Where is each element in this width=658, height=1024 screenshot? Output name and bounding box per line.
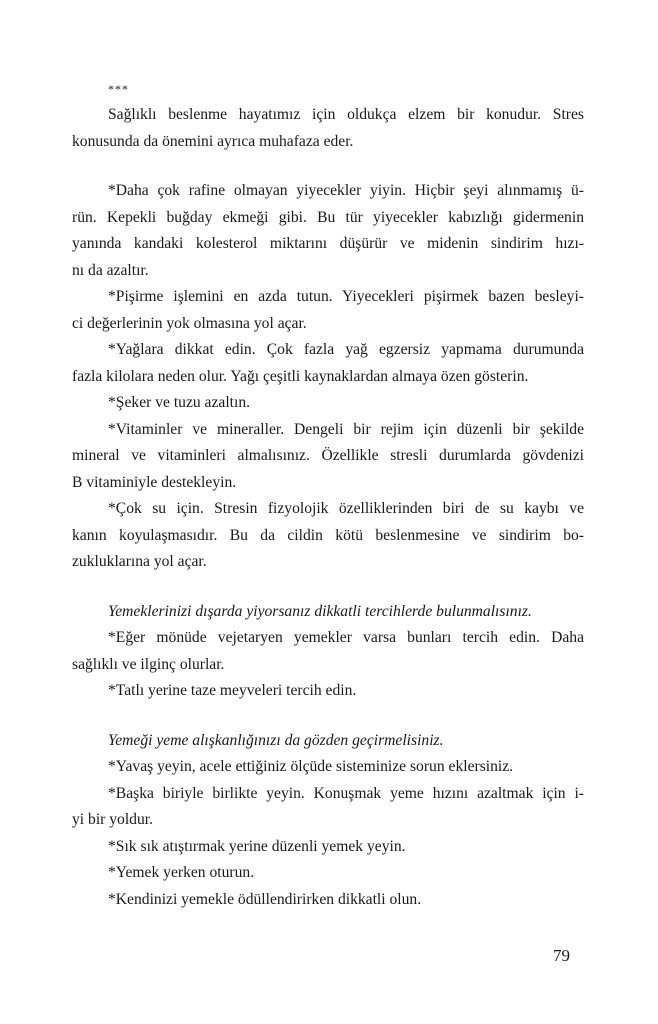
text-line: *Çok su için. Stresin fizyolojik özelliklerinden biri de su kaybı ve	[108, 500, 584, 517]
text-line: *Başka biriyle birlikte yeyin. Konuşmak yeme hızını azaltmak için i-	[108, 784, 584, 802]
text-line: *Pişirme işlemini en azda tutun. Yiyecekleri pişirmek bazen besleyi-	[108, 288, 584, 305]
text-line: kanın koyulaşmasıdır. Bu da cildin kötü beslenmesine ve sindirim bo-	[72, 526, 584, 544]
page-number: 79	[553, 946, 570, 965]
text-line: *Daha çok rafine olmayan yiyecekler yiyin. Hiçbir şeyi alınmamış ü-	[108, 182, 584, 199]
tip-water	[72, 496, 584, 576]
text-line: *Kendinizi yemekle ödüllendirirken dikkatli olun.	[108, 890, 422, 908]
text-line: *Yemek yerken oturun.	[108, 864, 255, 881]
tip-vitamins	[72, 417, 584, 497]
text-line: *Yağlara dikkat edin. Çok fazla yağ egzersiz yapmama durumunda	[108, 341, 584, 358]
text-line: *Vitaminler ve mineraller. Dengeli bir rejim için düzenli bir şekilde	[108, 420, 584, 438]
text-line: *Sık sık atıştırmak yerine düzenli yemek yeyin.	[108, 837, 406, 855]
paragraph-gap	[72, 705, 584, 728]
tip-fats	[72, 337, 584, 390]
intro-paragraph	[72, 102, 584, 155]
text-line: sağlıklı ve ilginç olurlar.	[72, 655, 225, 673]
text-line: konusunda da önemini ayrıca muhafaza eder.	[72, 132, 354, 150]
text-line: B vitaminiyle destekleyin.	[72, 473, 237, 491]
tip-sugar-salt	[72, 390, 584, 417]
paragraph-gap	[72, 155, 584, 178]
text-line: fazla kilolara neden olur. Yağı çeşitli kaynaklardan almaya özen gösterin.	[72, 367, 529, 385]
tip-unrefined-foods	[72, 178, 584, 284]
section-eating-out	[72, 599, 584, 705]
text-line: nı da azaltır.	[72, 261, 149, 279]
paragraph-gap	[72, 576, 584, 599]
tip-cooking	[72, 284, 584, 337]
section-eating-habits	[72, 728, 584, 914]
text-line: mineral ve vitaminleri almalısınız. Özellikle stresli durumlarda gövdenizi	[72, 447, 584, 464]
text-line: zukluklarına yol açar.	[72, 553, 207, 570]
text-line: *Yavaş yeyin, acele ettiğiniz ölçüde sisteminize sorun eklersiniz.	[108, 758, 514, 775]
section-heading: Yemeği yeme alışkanlığınızı da gözden geçirmelisiniz.	[108, 731, 444, 749]
page-body	[72, 80, 584, 913]
text-line: *Şeker ve tuzu azaltın.	[108, 394, 251, 411]
text-line: yi bir yoldur.	[72, 811, 153, 828]
text-line: *Tatlı yerine taze meyveleri tercih edin.	[108, 682, 357, 699]
text-line: Sağlıklı beslenme hayatımız için oldukça elzem bir konudur. Stres	[108, 106, 584, 123]
text-line: *Eğer mönüde vejetaryen yemekler varsa bunları tercih edin. Daha	[108, 629, 584, 646]
text-line: rün. Kepekli buğday ekmeği gibi. Bu tür yiyecekler kabızlığı gidermenin	[72, 208, 584, 226]
section-heading: Yemeklerinizi dışarda yiyorsanız dikkatli tercihlerde bulunmalısınız.	[108, 602, 532, 620]
section-separator: ***	[108, 82, 129, 96]
text-line: yanında kandaki kolesterol miktarını düşürür ve midenin sindirim hızı-	[72, 235, 584, 252]
text-line: ci değerlerinin yok olmasına yol açar.	[72, 314, 307, 332]
